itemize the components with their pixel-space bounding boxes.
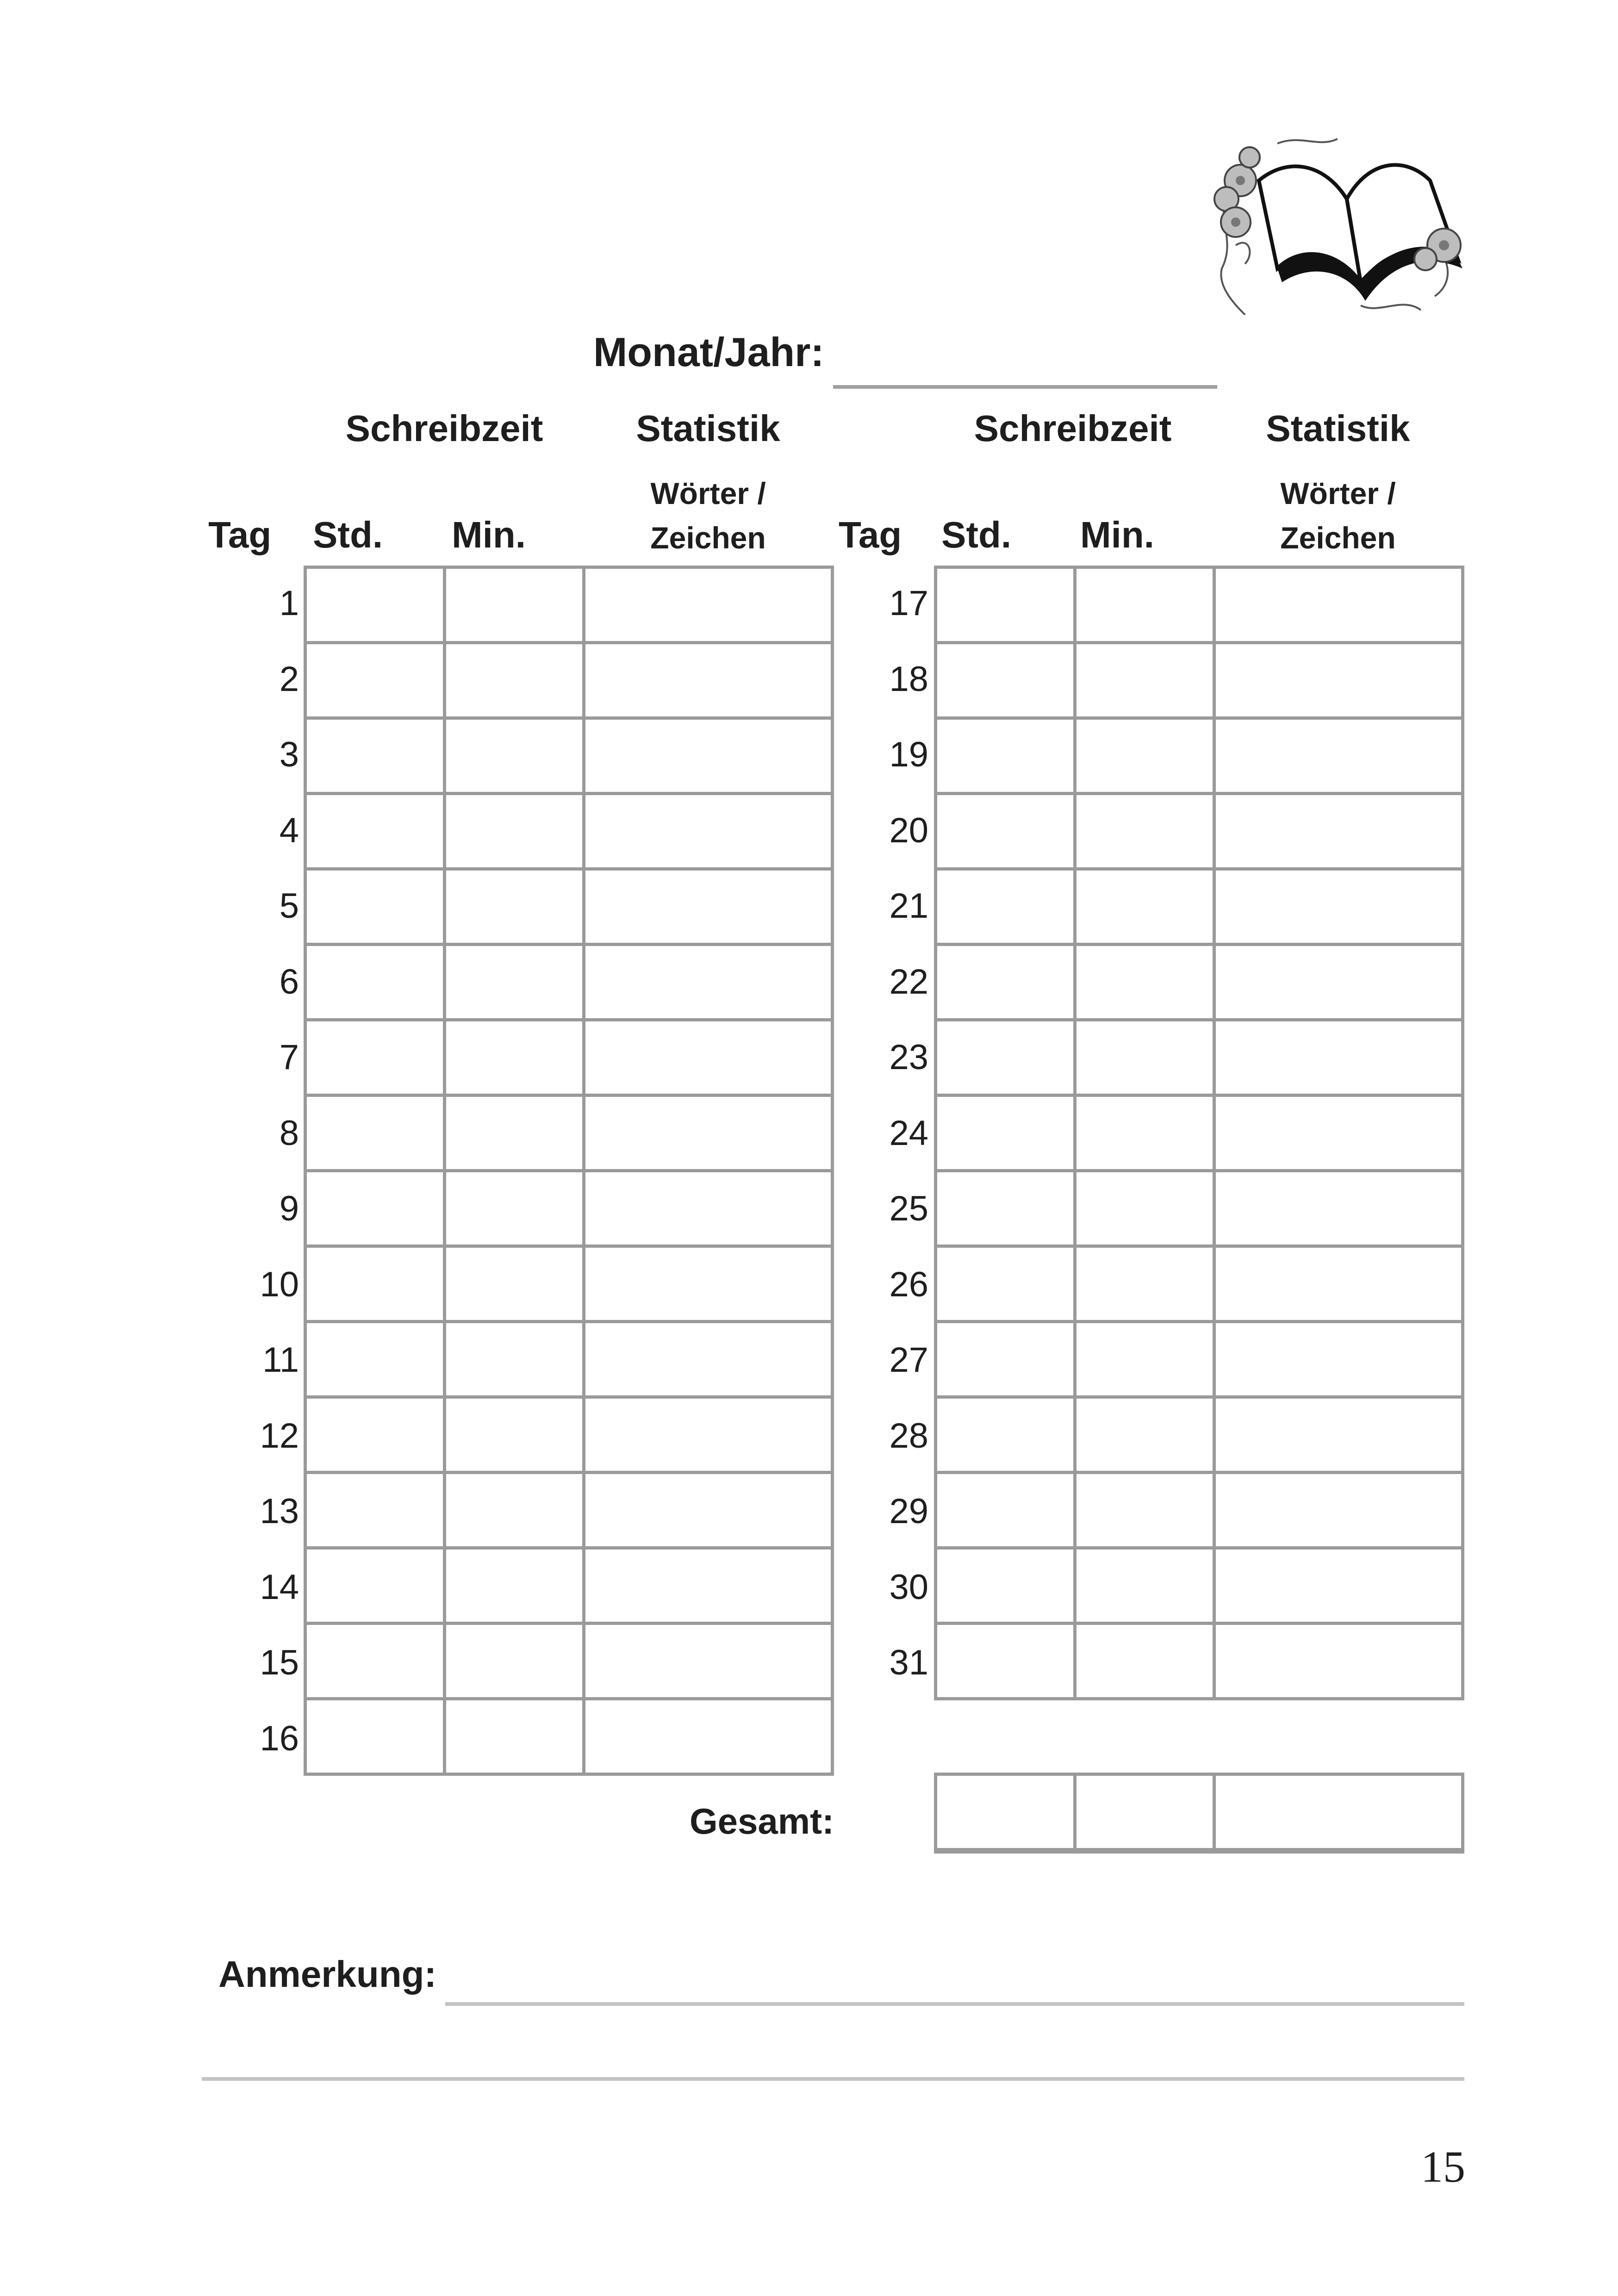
right-min-cell[interactable] — [1077, 1399, 1216, 1474]
right-std-cell[interactable] — [937, 1172, 1077, 1248]
left-day-number: 13 — [260, 1492, 299, 1531]
left-stat-cell[interactable] — [585, 1248, 834, 1323]
left-min-cell[interactable] — [446, 1474, 585, 1549]
left-std-cell[interactable] — [307, 871, 446, 946]
left-std-cell[interactable] — [307, 1700, 446, 1776]
right-stat-cell[interactable] — [1216, 569, 1464, 644]
left-std-cell[interactable] — [307, 1549, 446, 1625]
right-std-cell[interactable] — [937, 871, 1077, 946]
right-std-cell[interactable] — [937, 569, 1077, 644]
right-min-cell[interactable] — [1077, 720, 1216, 795]
right-col-min: Min. — [1080, 514, 1154, 555]
left-col-stat-line2: Zeichen — [650, 521, 766, 555]
right-day-number: 26 — [889, 1264, 928, 1304]
right-std-cell[interactable] — [937, 1021, 1077, 1097]
left-min-cell[interactable] — [446, 1323, 585, 1399]
left-std-cell[interactable] — [307, 1625, 446, 1700]
totals-stat-cell[interactable] — [1216, 1776, 1464, 1851]
left-day-number: 11 — [262, 1340, 299, 1380]
right-stat-cell[interactable] — [1216, 1021, 1464, 1097]
left-day-number: 5 — [279, 886, 299, 926]
right-day-number: 22 — [889, 962, 928, 1002]
notes-label: Anmerkung: — [218, 1954, 437, 1995]
left-std-cell[interactable] — [307, 644, 446, 720]
right-stat-cell[interactable] — [1216, 1248, 1464, 1323]
right-stat-cell[interactable] — [1216, 720, 1464, 795]
right-stat-cell[interactable] — [1216, 1474, 1464, 1549]
right-stat-cell[interactable] — [1216, 1625, 1464, 1700]
left-min-cell[interactable] — [446, 1625, 585, 1700]
left-min-cell[interactable] — [446, 795, 585, 871]
left-std-cell[interactable] — [307, 1399, 446, 1474]
right-std-cell[interactable] — [937, 795, 1077, 871]
right-std-cell[interactable] — [937, 1097, 1077, 1172]
right-stat-cell[interactable] — [1216, 1549, 1464, 1625]
left-col-stat-line1: Wörter / — [650, 476, 766, 510]
right-day-number: 17 — [889, 584, 928, 623]
left-day-number: 8 — [279, 1113, 299, 1153]
right-std-cell[interactable] — [937, 644, 1077, 720]
left-min-cell[interactable] — [446, 569, 585, 644]
left-log-table — [304, 566, 834, 1776]
right-day-number: 25 — [889, 1189, 928, 1228]
month-year-label: Monat/Jahr: — [593, 329, 824, 375]
left-stat-cell[interactable] — [585, 1700, 834, 1776]
left-std-cell[interactable] — [307, 1323, 446, 1399]
left-group-schreibzeit: Schreibzeit — [345, 408, 543, 449]
right-std-cell[interactable] — [937, 1323, 1077, 1399]
right-col-std: Std. — [941, 514, 1012, 555]
left-day-number: 2 — [279, 659, 299, 699]
left-std-cell[interactable] — [307, 946, 446, 1021]
right-min-cell[interactable] — [1077, 946, 1216, 1021]
right-min-cell[interactable] — [1077, 1021, 1216, 1097]
left-stat-cell[interactable] — [585, 946, 834, 1021]
left-group-statistik: Statistik — [636, 408, 780, 449]
right-min-cell[interactable] — [1077, 569, 1216, 644]
right-std-cell[interactable] — [937, 720, 1077, 795]
left-stat-cell[interactable] — [585, 644, 834, 720]
left-std-cell[interactable] — [307, 1474, 446, 1549]
right-day-number: 19 — [889, 735, 928, 774]
totals-min-cell[interactable] — [1077, 1776, 1216, 1851]
right-group-statistik: Statistik — [1266, 408, 1410, 449]
right-stat-cell[interactable] — [1216, 1323, 1464, 1399]
right-min-cell[interactable] — [1077, 871, 1216, 946]
left-std-cell[interactable] — [307, 720, 446, 795]
left-col-min: Min. — [452, 514, 526, 555]
left-day-number: 9 — [279, 1189, 299, 1228]
right-stat-cell[interactable] — [1216, 1097, 1464, 1172]
left-min-cell[interactable] — [446, 1248, 585, 1323]
open-book-with-flowers-icon — [1208, 130, 1476, 333]
left-day-number: 10 — [260, 1264, 299, 1304]
right-day-number: 20 — [889, 810, 928, 850]
right-min-cell[interactable] — [1077, 1625, 1216, 1700]
left-col-std: Std. — [313, 514, 383, 555]
right-min-cell[interactable] — [1077, 1172, 1216, 1248]
left-stat-cell[interactable] — [585, 1021, 834, 1097]
left-min-cell[interactable] — [446, 1549, 585, 1625]
left-day-number: 16 — [260, 1718, 299, 1758]
right-min-cell[interactable] — [1077, 795, 1216, 871]
right-col-tag: Tag — [839, 514, 902, 555]
right-day-number: 30 — [889, 1567, 928, 1607]
right-min-cell[interactable] — [1077, 1248, 1216, 1323]
notes-input-line-2[interactable] — [202, 2077, 1464, 2081]
right-stat-cell[interactable] — [1216, 1399, 1464, 1474]
right-day-number: 18 — [889, 659, 928, 699]
left-std-cell[interactable] — [307, 1248, 446, 1323]
left-stat-cell[interactable] — [585, 795, 834, 871]
right-stat-cell[interactable] — [1216, 795, 1464, 871]
left-day-number: 14 — [260, 1567, 299, 1607]
right-col-stat-line2: Zeichen — [1280, 521, 1396, 555]
left-min-cell[interactable] — [446, 871, 585, 946]
right-day-number: 28 — [889, 1416, 928, 1456]
right-std-cell[interactable] — [937, 946, 1077, 1021]
totals-label: Gesamt: — [690, 1801, 834, 1842]
left-min-cell[interactable] — [446, 946, 585, 1021]
left-std-cell[interactable] — [307, 795, 446, 871]
right-std-cell[interactable] — [937, 1474, 1077, 1549]
left-day-number: 15 — [260, 1643, 299, 1682]
left-min-cell[interactable] — [446, 644, 585, 720]
left-min-cell[interactable] — [446, 1700, 585, 1776]
left-std-cell[interactable] — [307, 1021, 446, 1097]
right-min-cell[interactable] — [1077, 1097, 1216, 1172]
right-col-stat-line1: Wörter / — [1280, 476, 1396, 510]
right-day-number: 23 — [889, 1038, 928, 1077]
right-min-cell[interactable] — [1077, 1323, 1216, 1399]
left-stat-cell[interactable] — [585, 1172, 834, 1248]
left-day-number: 12 — [260, 1416, 299, 1456]
left-stat-cell[interactable] — [585, 871, 834, 946]
right-std-cell[interactable] — [937, 1625, 1077, 1700]
totals-table — [934, 1773, 1464, 1851]
notes-input-line-1[interactable] — [445, 2002, 1464, 2006]
right-stat-cell[interactable] — [1216, 946, 1464, 1021]
right-log-table — [934, 566, 1464, 1700]
left-col-tag: Tag — [208, 514, 272, 555]
month-year-input-line[interactable] — [833, 385, 1217, 389]
right-min-cell[interactable] — [1077, 1474, 1216, 1549]
left-day-number: 3 — [279, 735, 299, 774]
left-min-cell[interactable] — [446, 720, 585, 795]
left-std-cell[interactable] — [307, 1097, 446, 1172]
right-day-number: 31 — [889, 1643, 928, 1682]
left-day-number: 1 — [279, 584, 299, 623]
left-stat-cell[interactable] — [585, 720, 834, 795]
right-std-cell[interactable] — [937, 1399, 1077, 1474]
left-stat-cell[interactable] — [585, 1399, 834, 1474]
left-stat-cell[interactable] — [585, 1097, 834, 1172]
right-stat-cell[interactable] — [1216, 871, 1464, 946]
right-day-number: 29 — [889, 1492, 928, 1531]
right-stat-cell[interactable] — [1216, 1172, 1464, 1248]
right-min-cell[interactable] — [1077, 644, 1216, 720]
left-stat-cell[interactable] — [585, 569, 834, 644]
left-day-number: 6 — [279, 962, 299, 1002]
left-stat-cell[interactable] — [585, 1474, 834, 1549]
left-std-cell[interactable] — [307, 569, 446, 644]
right-stat-cell[interactable] — [1216, 644, 1464, 720]
left-std-cell[interactable] — [307, 1172, 446, 1248]
totals-std-cell[interactable] — [937, 1776, 1077, 1851]
right-min-cell[interactable] — [1077, 1549, 1216, 1625]
left-min-cell[interactable] — [446, 1172, 585, 1248]
right-day-number: 21 — [889, 886, 928, 926]
left-day-number: 7 — [279, 1038, 299, 1077]
left-min-cell[interactable] — [446, 1399, 585, 1474]
page-number: 15 — [1421, 2142, 1465, 2191]
left-min-cell[interactable] — [446, 1021, 585, 1097]
right-group-schreibzeit: Schreibzeit — [974, 408, 1172, 449]
right-std-cell[interactable] — [937, 1248, 1077, 1323]
right-day-number: 24 — [889, 1113, 928, 1153]
left-stat-cell[interactable] — [585, 1323, 834, 1399]
totals-double-rule — [934, 1850, 1464, 1854]
left-stat-cell[interactable] — [585, 1549, 834, 1625]
right-std-cell[interactable] — [937, 1549, 1077, 1625]
left-day-number: 4 — [279, 810, 299, 850]
left-stat-cell[interactable] — [585, 1625, 834, 1700]
left-min-cell[interactable] — [446, 1097, 585, 1172]
right-day-number: 27 — [889, 1340, 928, 1380]
